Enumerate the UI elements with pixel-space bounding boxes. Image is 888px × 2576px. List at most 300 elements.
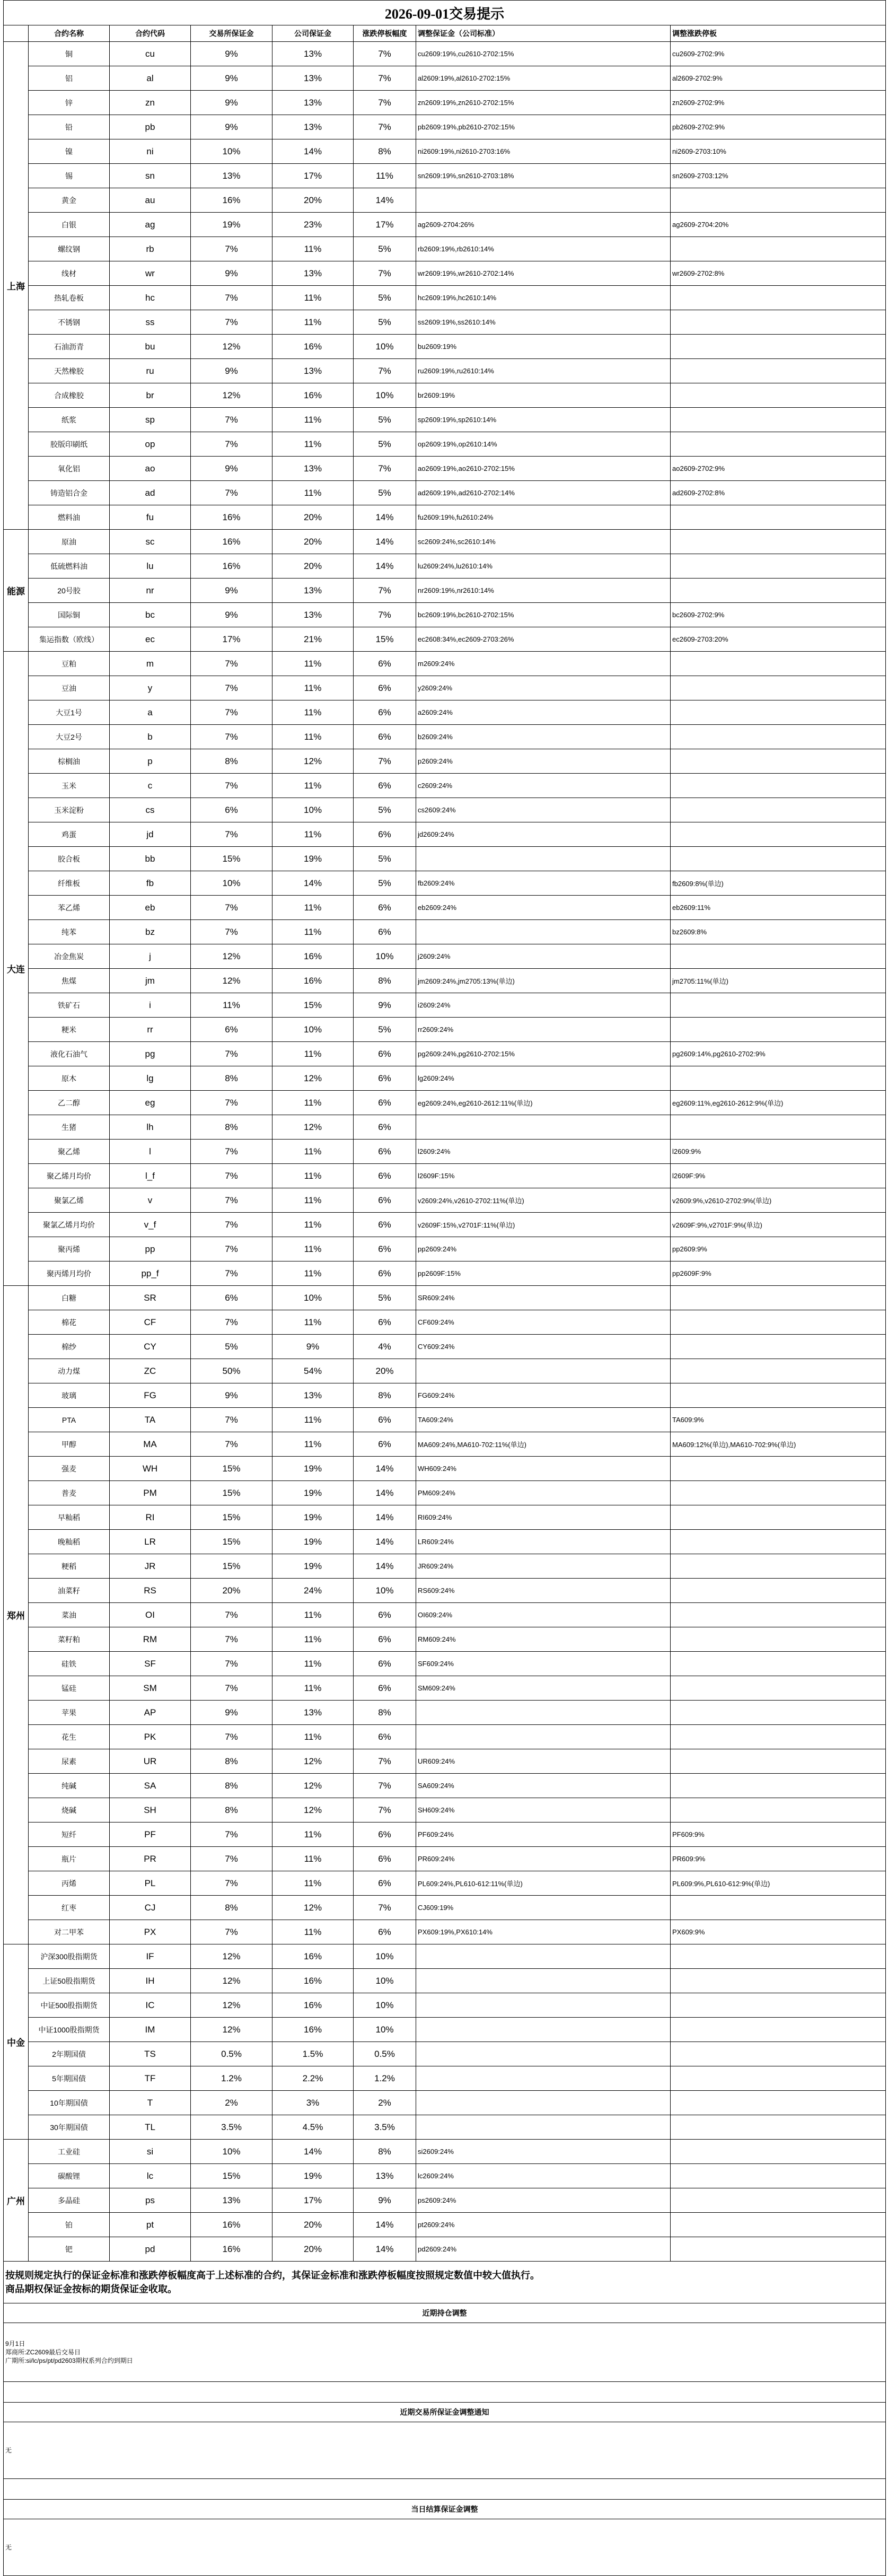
contract-name: 早籼稻	[29, 1505, 110, 1530]
adjusted-margin	[416, 1725, 671, 1749]
table-row	[4, 725, 886, 749]
contract-name: 油菜籽	[29, 1579, 110, 1603]
adjusted-margin: si2609:24%	[416, 2140, 671, 2164]
limit-range: 7%	[354, 1749, 416, 1774]
adjusted-margin: MA609:24%,MA610-702:11%(单边)	[416, 1432, 671, 1457]
contract-name: 聚氯乙烯月均价	[29, 1213, 110, 1237]
contract-code: p	[110, 749, 191, 774]
contract-name: 强麦	[29, 1457, 110, 1481]
exchange-margin: 15%	[191, 1457, 272, 1481]
contract-name: 纤维板	[29, 871, 110, 896]
contract-name: 2年期国债	[29, 2042, 110, 2066]
limit-range: 13%	[354, 2164, 416, 2188]
limit-range: 6%	[354, 896, 416, 920]
limit-range: 10%	[354, 1579, 416, 1603]
limit-range: 10%	[354, 2018, 416, 2042]
adjusted-limit: bc2609-2702:9%	[671, 603, 886, 627]
table-row	[4, 798, 886, 822]
adjusted-margin: pb2609:19%,pb2610-2702:15%	[416, 115, 671, 139]
contract-name: 豆油	[29, 676, 110, 700]
contract-code: a	[110, 700, 191, 725]
exchange-margin: 0.5%	[191, 2042, 272, 2066]
adjusted-limit	[671, 359, 886, 383]
contract-name: 烧碱	[29, 1798, 110, 1823]
company-margin: 20%	[272, 188, 354, 213]
company-margin: 11%	[272, 1871, 354, 1896]
adjusted-limit: wr2609-2702:8%	[671, 261, 886, 286]
adjusted-limit: TA609:9%	[671, 1408, 886, 1432]
adjusted-limit	[671, 1066, 886, 1091]
exchange-margin: 8%	[191, 749, 272, 774]
contract-code: pg	[110, 1042, 191, 1066]
contract-name: 螺纹钢	[29, 237, 110, 261]
contract-name: 棉花	[29, 1310, 110, 1335]
adjusted-margin: pp2609F:15%	[416, 1261, 671, 1286]
adjusted-margin	[416, 1944, 671, 1969]
contract-name: 工业硅	[29, 2140, 110, 2164]
contract-name: 聚乙烯月均价	[29, 1164, 110, 1188]
limit-range: 5%	[354, 847, 416, 871]
exchange-margin: 11%	[191, 993, 272, 1018]
limit-range: 14%	[354, 1505, 416, 1530]
company-margin: 11%	[272, 1920, 354, 1944]
adjusted-limit: MA609:12%(单边),MA610-702:9%(单边)	[671, 1432, 886, 1457]
contract-name: 原油	[29, 530, 110, 554]
contract-code: m	[110, 652, 191, 676]
adjusted-limit	[671, 1530, 886, 1554]
company-margin: 14%	[272, 139, 354, 164]
exchange-label: 郑州	[4, 1286, 29, 1944]
company-margin: 11%	[272, 1823, 354, 1847]
contract-code: pp_f	[110, 1261, 191, 1286]
adjusted-margin: UR609:24%	[416, 1749, 671, 1774]
limit-range: 6%	[354, 1115, 416, 1140]
table-row	[4, 66, 886, 91]
exchange-margin: 7%	[191, 1432, 272, 1457]
contract-code: T	[110, 2091, 191, 2115]
limit-range: 6%	[354, 1261, 416, 1286]
contract-code: OI	[110, 1603, 191, 1627]
table-row	[4, 1774, 886, 1798]
adjusted-margin: jm2609:24%,jm2705:13%(单边)	[416, 969, 671, 993]
adjusted-margin: RS609:24%	[416, 1579, 671, 1603]
table-row	[4, 1213, 886, 1237]
contract-code: hc	[110, 286, 191, 310]
company-margin: 10%	[272, 1018, 354, 1042]
settlement-margin-body: 无	[4, 2519, 886, 2576]
adjusted-margin: jd2609:24%	[416, 822, 671, 847]
exchange-margin: 6%	[191, 1286, 272, 1310]
contract-name: 铂	[29, 2213, 110, 2237]
limit-range: 7%	[354, 66, 416, 91]
adjusted-margin: bc2609:19%,bc2610-2702:15%	[416, 603, 671, 627]
adjusted-margin: m2609:24%	[416, 652, 671, 676]
adjusted-margin	[416, 1115, 671, 1140]
table-row	[4, 432, 886, 457]
table-row	[4, 896, 886, 920]
contract-name: 铅	[29, 115, 110, 139]
contract-name: 锰硅	[29, 1676, 110, 1701]
adjusted-limit	[671, 1969, 886, 1993]
exchange-margin: 7%	[191, 1725, 272, 1749]
contract-name: 低硫燃料油	[29, 554, 110, 579]
adjusted-margin: PL609:24%,PL610-612:11%(单边)	[416, 1871, 671, 1896]
company-margin: 13%	[272, 115, 354, 139]
table-row	[4, 1603, 886, 1627]
contract-name: 棕榈油	[29, 749, 110, 774]
exchange-margin: 15%	[191, 1481, 272, 1505]
contract-code: bb	[110, 847, 191, 871]
contract-code: fb	[110, 871, 191, 896]
adjusted-margin: b2609:24%	[416, 725, 671, 749]
limit-range: 4%	[354, 1335, 416, 1359]
adjusted-limit: eg2609:11%,eg2610-2612:9%(单边)	[671, 1091, 886, 1115]
exchange-label: 大连	[4, 652, 29, 1286]
adjusted-limit: pg2609:14%,pg2610-2702:9%	[671, 1042, 886, 1066]
company-margin: 1.5%	[272, 2042, 354, 2066]
header-adjusted-limit: 调整涨跌停板	[671, 25, 886, 42]
limit-range: 6%	[354, 676, 416, 700]
contract-code: op	[110, 432, 191, 457]
exchange-margin: 15%	[191, 1530, 272, 1554]
contract-name: 菜油	[29, 1603, 110, 1627]
contract-name: 不锈钢	[29, 310, 110, 335]
table-row	[4, 676, 886, 700]
adjusted-limit	[671, 749, 886, 774]
exchange-margin: 7%	[191, 1920, 272, 1944]
adjusted-limit: PX609:9%	[671, 1920, 886, 1944]
adjusted-limit	[671, 676, 886, 700]
contract-code: TS	[110, 2042, 191, 2066]
adjusted-limit	[671, 798, 886, 822]
limit-range: 7%	[354, 1896, 416, 1920]
contract-name: 大豆1号	[29, 700, 110, 725]
adjusted-limit	[671, 1725, 886, 1749]
exchange-margin: 7%	[191, 1871, 272, 1896]
table-row	[4, 603, 886, 627]
table-row	[4, 1383, 886, 1408]
exchange-margin: 8%	[191, 1115, 272, 1140]
exchange-margin: 7%	[191, 237, 272, 261]
adjusted-limit: v2609:9%,v2610-2702:9%(单边)	[671, 1188, 886, 1213]
exchange-margin: 7%	[191, 1676, 272, 1701]
limit-range: 8%	[354, 1701, 416, 1725]
limit-range: 6%	[354, 652, 416, 676]
company-margin: 16%	[272, 1944, 354, 1969]
table-row	[4, 1457, 886, 1481]
exchange-margin: 10%	[191, 2140, 272, 2164]
exchange-margin: 10%	[191, 139, 272, 164]
company-margin: 13%	[272, 579, 354, 603]
company-margin: 23%	[272, 213, 354, 237]
contract-name: 液化石油气	[29, 1042, 110, 1066]
table-row	[4, 2213, 886, 2237]
company-margin: 16%	[272, 1993, 354, 2018]
limit-range: 14%	[354, 188, 416, 213]
table-row	[4, 2164, 886, 2188]
company-margin: 11%	[272, 676, 354, 700]
contract-code: CJ	[110, 1896, 191, 1920]
adjusted-limit: ag2609-2704:20%	[671, 213, 886, 237]
contract-name: 镍	[29, 139, 110, 164]
adjusted-margin: cs2609:24%	[416, 798, 671, 822]
contract-code: SM	[110, 1676, 191, 1701]
contract-name: 瓶片	[29, 1847, 110, 1871]
limit-range: 10%	[354, 383, 416, 408]
header-exchange	[4, 25, 29, 42]
contract-code: lg	[110, 1066, 191, 1091]
exchange-margin: 16%	[191, 554, 272, 579]
limit-range: 5%	[354, 798, 416, 822]
table-row	[4, 1652, 886, 1676]
contract-name: 热轧卷板	[29, 286, 110, 310]
exchange-margin: 8%	[191, 1798, 272, 1823]
contract-name: 鸡蛋	[29, 822, 110, 847]
table-row	[4, 2066, 886, 2091]
table-row	[4, 2042, 886, 2066]
adjusted-margin	[416, 2042, 671, 2066]
contract-code: bu	[110, 335, 191, 359]
table-row	[4, 1310, 886, 1335]
exchange-margin: 7%	[191, 1042, 272, 1066]
adjusted-limit: PL609:9%,PL610-612:9%(单边)	[671, 1871, 886, 1896]
company-margin: 10%	[272, 1286, 354, 1310]
company-margin: 11%	[272, 408, 354, 432]
contract-code: nr	[110, 579, 191, 603]
adjusted-limit	[671, 1310, 886, 1335]
company-margin: 12%	[272, 749, 354, 774]
limit-range: 5%	[354, 432, 416, 457]
contract-name: 铜	[29, 42, 110, 66]
table-row	[4, 944, 886, 969]
adjusted-margin: a2609:24%	[416, 700, 671, 725]
limit-range: 6%	[354, 1823, 416, 1847]
exchange-margin: 9%	[191, 359, 272, 383]
exchange-margin: 16%	[191, 530, 272, 554]
exchange-margin: 7%	[191, 920, 272, 944]
adjusted-limit	[671, 1383, 886, 1408]
adjusted-margin	[416, 188, 671, 213]
company-margin: 11%	[272, 1408, 354, 1432]
adjusted-limit: fb2609:8%(单边)	[671, 871, 886, 896]
adjusted-limit	[671, 700, 886, 725]
contract-name: 硅铁	[29, 1652, 110, 1676]
company-margin: 11%	[272, 1310, 354, 1335]
company-margin: 11%	[272, 920, 354, 944]
adjusted-margin: bu2609:19%	[416, 335, 671, 359]
table-row	[4, 1944, 886, 1969]
contract-name: 尿素	[29, 1749, 110, 1774]
limit-range: 7%	[354, 749, 416, 774]
adjusted-limit	[671, 1286, 886, 1310]
contract-name: 纯苯	[29, 920, 110, 944]
contract-code: si	[110, 2140, 191, 2164]
contract-code: b	[110, 725, 191, 749]
limit-range: 8%	[354, 969, 416, 993]
adjusted-margin: pd2609:24%	[416, 2237, 671, 2262]
limit-range: 7%	[354, 1798, 416, 1823]
exchange-margin: 16%	[191, 2213, 272, 2237]
contract-code: v	[110, 1188, 191, 1213]
limit-range: 7%	[354, 359, 416, 383]
adjusted-margin: cu2609:19%,cu2610-2702:15%	[416, 42, 671, 66]
exchange-margin-notice-heading: 近期交易所保证金调整通知	[4, 2403, 886, 2422]
contract-name: 中证1000股指期货	[29, 2018, 110, 2042]
company-margin: 12%	[272, 1896, 354, 1920]
exchange-margin: 7%	[191, 1408, 272, 1432]
exchange-margin: 7%	[191, 1652, 272, 1676]
limit-range: 10%	[354, 1944, 416, 1969]
adjusted-margin: PF609:24%	[416, 1823, 671, 1847]
exchange-margin: 13%	[191, 164, 272, 188]
adjusted-margin: lu2609:24%,lu2610:14%	[416, 554, 671, 579]
table-row	[4, 2018, 886, 2042]
exchange-margin: 7%	[191, 1188, 272, 1213]
company-margin: 13%	[272, 261, 354, 286]
company-margin: 19%	[272, 1505, 354, 1530]
company-margin: 11%	[272, 1725, 354, 1749]
adjusted-limit	[671, 2115, 886, 2140]
contract-code: bc	[110, 603, 191, 627]
company-margin: 2.2%	[272, 2066, 354, 2091]
exchange-margin: 15%	[191, 2164, 272, 2188]
contract-name: 粳稻	[29, 1554, 110, 1579]
company-margin: 16%	[272, 944, 354, 969]
contract-name: 5年期国债	[29, 2066, 110, 2091]
adjusted-margin: eg2609:24%,eg2610-2612:11%(单边)	[416, 1091, 671, 1115]
adjusted-margin: JR609:24%	[416, 1554, 671, 1579]
adjusted-margin: eb2609:24%	[416, 896, 671, 920]
table-row	[4, 700, 886, 725]
company-margin: 13%	[272, 1701, 354, 1725]
exchange-margin: 7%	[191, 432, 272, 457]
table-row	[4, 1920, 886, 1944]
table-row	[4, 871, 886, 896]
contract-name: 焦煤	[29, 969, 110, 993]
exchange-margin: 9%	[191, 1701, 272, 1725]
contract-code: IC	[110, 1993, 191, 2018]
company-margin: 19%	[272, 1481, 354, 1505]
exchange-margin: 9%	[191, 91, 272, 115]
contract-code: SR	[110, 1286, 191, 1310]
company-margin: 11%	[272, 652, 354, 676]
company-margin: 11%	[272, 700, 354, 725]
limit-range: 7%	[354, 457, 416, 481]
adjusted-limit: eb2609:11%	[671, 896, 886, 920]
contract-code: pb	[110, 115, 191, 139]
contract-code: ad	[110, 481, 191, 505]
company-margin: 11%	[272, 896, 354, 920]
table-row	[4, 1408, 886, 1432]
company-margin: 11%	[272, 1213, 354, 1237]
company-margin: 19%	[272, 1457, 354, 1481]
table-row	[4, 310, 886, 335]
contract-code: sn	[110, 164, 191, 188]
exchange-margin: 12%	[191, 944, 272, 969]
adjusted-margin: lg2609:24%	[416, 1066, 671, 1091]
contract-name: 红枣	[29, 1896, 110, 1920]
adjusted-margin	[416, 920, 671, 944]
table-row	[4, 408, 886, 432]
company-margin: 11%	[272, 1847, 354, 1871]
adjusted-limit	[671, 1774, 886, 1798]
limit-range: 6%	[354, 1603, 416, 1627]
contract-name: 短纤	[29, 1823, 110, 1847]
contract-name: 集运指数（欧线）	[29, 627, 110, 652]
exchange-margin: 12%	[191, 383, 272, 408]
adjusted-limit: jm2705:11%(单边)	[671, 969, 886, 993]
adjusted-limit	[671, 188, 886, 213]
contract-code: al	[110, 66, 191, 91]
exchange-margin: 9%	[191, 66, 272, 91]
margin-table	[3, 0, 886, 2576]
company-margin: 11%	[272, 1188, 354, 1213]
adjusted-limit	[671, 2018, 886, 2042]
table-row	[4, 1481, 886, 1505]
adjusted-margin: i2609:24%	[416, 993, 671, 1018]
table-row	[4, 1115, 886, 1140]
exchange-label: 能源	[4, 530, 29, 652]
adjusted-margin: l2609F:15%	[416, 1164, 671, 1188]
limit-range: 5%	[354, 408, 416, 432]
contract-code: UR	[110, 1749, 191, 1774]
adjusted-margin: fu2609:19%,fu2610:24%	[416, 505, 671, 530]
contract-name: 白糖	[29, 1286, 110, 1310]
adjusted-limit: bz2609:8%	[671, 920, 886, 944]
contract-name: 晚籼稻	[29, 1530, 110, 1554]
contract-name: 10年期国债	[29, 2091, 110, 2115]
adjusted-limit	[671, 1481, 886, 1505]
contract-code: ru	[110, 359, 191, 383]
contract-name: 石油沥青	[29, 335, 110, 359]
contract-name: 菜籽粕	[29, 1627, 110, 1652]
adjusted-margin: PX609:19%,PX610:14%	[416, 1920, 671, 1944]
contract-name: 动力煤	[29, 1359, 110, 1383]
company-margin: 11%	[272, 1140, 354, 1164]
contract-name: 30年期国债	[29, 2115, 110, 2140]
adjusted-limit	[671, 1627, 886, 1652]
limit-range: 6%	[354, 1237, 416, 1261]
contract-code: fu	[110, 505, 191, 530]
contract-code: au	[110, 188, 191, 213]
table-row	[4, 383, 886, 408]
limit-range: 14%	[354, 554, 416, 579]
limit-range: 14%	[354, 530, 416, 554]
company-margin: 17%	[272, 2188, 354, 2213]
adjusted-limit: l2609F:9%	[671, 1164, 886, 1188]
adjusted-margin	[416, 1993, 671, 2018]
adjusted-limit: l2609:9%	[671, 1140, 886, 1164]
company-margin: 9%	[272, 1335, 354, 1359]
exchange-margin: 12%	[191, 969, 272, 993]
company-margin: 19%	[272, 2164, 354, 2188]
contract-code: br	[110, 383, 191, 408]
contract-code: jd	[110, 822, 191, 847]
adjusted-limit: pp2609:9%	[671, 1237, 886, 1261]
limit-range: 6%	[354, 1847, 416, 1871]
company-margin: 13%	[272, 42, 354, 66]
exchange-margin: 7%	[191, 1091, 272, 1115]
limit-range: 6%	[354, 1164, 416, 1188]
limit-range: 14%	[354, 1530, 416, 1554]
exchange-margin: 9%	[191, 42, 272, 66]
adjusted-limit	[671, 237, 886, 261]
table-row	[4, 115, 886, 139]
page-title: 2026-09-01交易提示	[4, 1, 886, 25]
adjusted-limit: PF609:9%	[671, 1823, 886, 1847]
adjusted-limit	[671, 579, 886, 603]
contract-name: PTA	[29, 1408, 110, 1432]
